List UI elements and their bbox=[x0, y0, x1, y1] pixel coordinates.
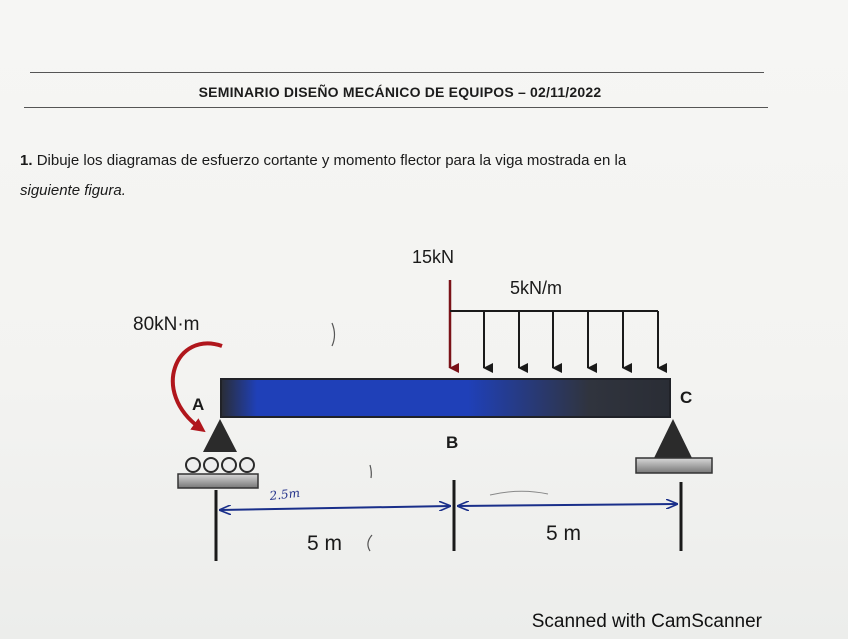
support-plate bbox=[178, 474, 258, 488]
pencil-mark bbox=[490, 491, 548, 495]
roller bbox=[186, 458, 200, 472]
roller bbox=[222, 458, 236, 472]
support-a-label: A bbox=[192, 395, 205, 414]
camscanner-watermark: Scanned with CamScanner bbox=[531, 611, 762, 632]
roller bbox=[240, 458, 254, 472]
pencil-mark bbox=[368, 535, 372, 551]
moment-label: 80kN·m bbox=[133, 314, 200, 335]
support-triangle bbox=[203, 419, 237, 452]
point-load-label: 15kN bbox=[412, 247, 455, 267]
distributed-load-label: 5kN/m bbox=[510, 278, 563, 298]
support-c-label: C bbox=[680, 388, 693, 407]
handwritten-note: 2.5m bbox=[268, 485, 301, 503]
pin-support-c bbox=[636, 419, 712, 473]
question-text-line2: siguiente figura. bbox=[20, 182, 126, 199]
roller-support-a bbox=[178, 419, 258, 488]
pencil-mark bbox=[370, 465, 371, 478]
moment-arrow bbox=[173, 343, 222, 428]
distributed-load-arrows bbox=[484, 311, 658, 368]
question-number: 1. bbox=[20, 152, 33, 169]
dimension-line-bc bbox=[458, 504, 677, 506]
page-header-title: SEMINARIO DISEÑO MECÁNICO DE EQUIPOS – 02/11/2022 bbox=[198, 84, 602, 100]
beam bbox=[221, 379, 670, 417]
question-text-line1: Dibuje los diagramas de esfuerzo cortante y momento flector para la viga mostrada en la bbox=[36, 152, 627, 169]
pencil-mark bbox=[332, 323, 335, 346]
point-b-label: B bbox=[446, 433, 459, 452]
roller bbox=[204, 458, 218, 472]
support-plate bbox=[636, 458, 712, 473]
span-bc-label: 5 m bbox=[546, 522, 582, 545]
support-triangle bbox=[654, 419, 692, 458]
span-ab-label: 5 m bbox=[307, 532, 343, 555]
dimension-line-ab bbox=[220, 506, 450, 510]
